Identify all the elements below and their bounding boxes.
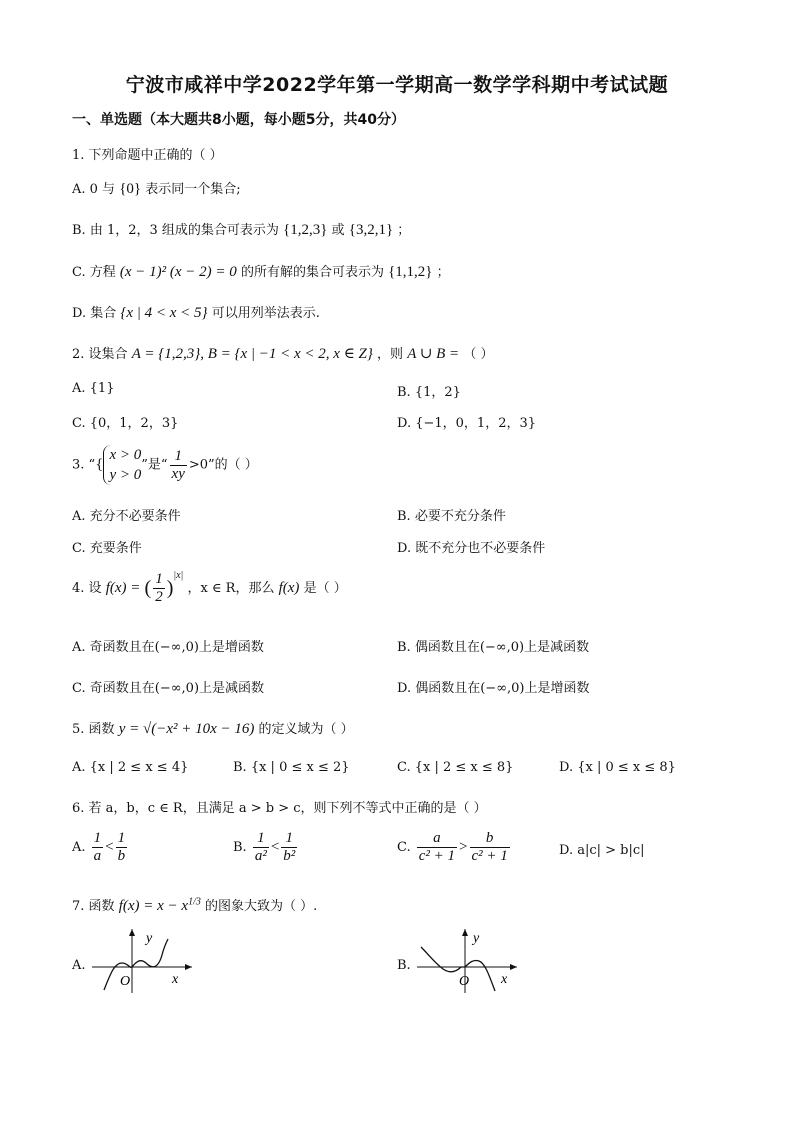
q1-option-c: C. 方程 (x − 1)² (x − 2) = 0 的所有解的集合可表示为 {1,1,2} ； (72, 264, 450, 280)
q3-option-c: C. 充要条件 (72, 541, 142, 556)
q5-option-a: A. {x | 2 ≤ x ≤ 4} (72, 760, 189, 775)
origin-label: O (120, 974, 131, 989)
q1-option-b: B. 由 1，2，3 组成的集合可表示为 {1,2,3} 或 {3,2,1} ； (72, 222, 411, 238)
q2-option-a: A. {1} (72, 381, 115, 396)
q7-option-b-label: B. (397, 958, 411, 973)
q6-option-d: D. a|c| > b|c| (559, 843, 645, 858)
q5-option-d: D. {x | 0 ≤ x ≤ 8} (559, 760, 676, 775)
q3-option-a: A. 充分不必要条件 (72, 509, 181, 524)
q3-fraction: $\frac{1}{xy}$ (171, 447, 185, 482)
q4-option-c: C. 奇函数且在(−∞,0)上是减函数 (72, 681, 265, 696)
q3-option-b: B. 必要不充分条件 (397, 509, 506, 524)
page-title: 宁波市咸祥中学2022学年第一学期高一数学学科期中考试试题 (125, 74, 669, 96)
q7-stem: 7. 函数 $f(x) = x - x^{1/3}$ 的图象大致为（ ）. (72, 896, 318, 914)
curve-b (421, 947, 495, 991)
curve-a (104, 939, 168, 990)
q1-option-a: A. 0 与 {0} 表示同一个集合; (72, 181, 241, 197)
x-label: x (172, 972, 179, 987)
q2-option-d: D. {−1，0，1，2，3} (397, 416, 537, 431)
q5-option-b: B. {x | 0 ≤ x ≤ 2} (233, 760, 350, 775)
q5-stem: 5. 函数 y = √(−x² + 10x − 16) 的定义域为（ ） (72, 721, 354, 737)
q6-option-c: C. $\frac{a}{\text{c² + 1}}$ > $\frac{b}{\text{c² + 1}}$ (397, 830, 508, 864)
q4-option-d: D. 偶函数且在(−∞,0)上是增函数 (397, 681, 590, 696)
q3-option-d: D. 既不充分也不必要条件 (397, 541, 546, 556)
q3-stem: 3. “{ x > 0 y > 0 ”是“ $\frac{1}{xy}$ >0”的（ ） (72, 447, 258, 483)
y-label: y (473, 931, 480, 946)
q4-option-a: A. 奇函数且在(−∞,0)上是增函数 (72, 640, 264, 655)
x-arrow-icon (185, 964, 192, 970)
q5-option-c: C. {x | 2 ≤ x ≤ 8} (397, 760, 514, 775)
q3-system: x > 0 y > 0 (103, 445, 141, 485)
q4-stem: 4. 设 f(x) = ( $\frac{1}{2}$ )$^{|x|}$ ，x ∈ R，那么 f(x) 是（ ） (72, 570, 347, 605)
q4-half: $\frac{1}{2}$ (155, 571, 163, 605)
q7-graph-a (92, 925, 202, 995)
y-arrow-icon (129, 929, 135, 936)
q7-option-a-label: A. (72, 958, 86, 973)
q6-option-b: B. $\frac{1}{\text{a²}}$ < $\frac{1}{\text{b²}}$ (233, 830, 296, 864)
q2-stem: 2. 设集合 A = {1,2,3}, B = {x | −1 < x < 2, x ∈ Z} ，则 A ∪ B = （ ） (72, 346, 494, 362)
x-arrow-icon (510, 964, 517, 970)
q2-option-c: C. {0，1，2，3} (72, 416, 179, 431)
q1-option-d: D. 集合 {x | 4 < x < 5} 可以用列举法表示. (72, 305, 320, 321)
q6-stem: 6. 若 a，b，c ∈ R，且满足 a > b > c，则下列不等式中正确的是（ ） (72, 801, 487, 816)
q1-stem: 1. 下列命题中正确的（ ） (72, 148, 223, 163)
y-label: y (146, 931, 153, 946)
origin-label: O (459, 974, 470, 989)
x-label: x (501, 972, 508, 987)
q7-graph-b (417, 925, 527, 995)
q2-option-b: B. {1，2} (397, 385, 461, 400)
section-heading: 一、单选题（本大题共8小题，每小题5分，共40分） (72, 112, 405, 128)
q6-option-a: A. $\frac{1}{a}$ < $\frac{1}{b}$ (72, 830, 126, 864)
y-arrow-icon (462, 929, 468, 936)
q4-option-b: B. 偶函数且在(−∞,0)上是减函数 (397, 640, 590, 655)
